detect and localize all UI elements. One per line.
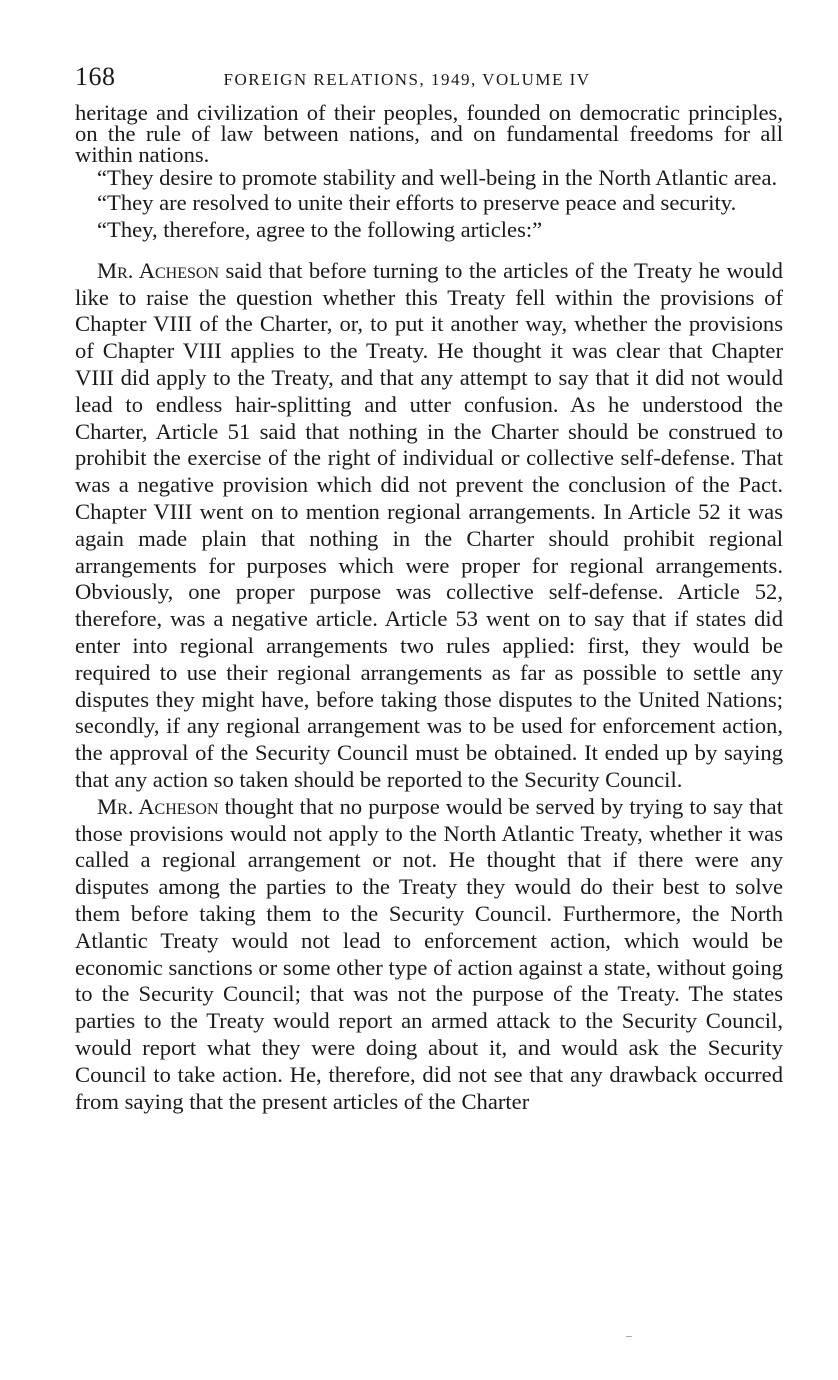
paragraph-text: said that before turning to the articles of the Treaty he would like to raise the question whether this Treaty fell within the provisions of Chapter VIII of the Charter, or, to put it another way, whether the provisions of Chapter VIII applies to the Treaty. He thought it was clear that Chapter VIII did apply to the Treaty, and that any attempt to say that it did not would lead to endless hair-splitting and utter confusion. As he understood the Charter, Article 51 said that nothing in the Charter should be construed to prohibit the exercise of the right of individual or collective self-defense. That was a negative provision which did not prevent the conclusion of the Pact. Chapter VIII went on to mention regional arrangements. In Article 52 it was again made plain that nothing in the Charter should prohibit regional arrangements for purposes which were proper for regional arrangements. Obviously, one proper purpose was collective self-defense. Article 52, therefore, was a negative article. Article 53 went on to say that if states did enter into regional arrangements two rules applied: first, they would be required to use their regional arrangements as far as possible to settle any disputes they might have, before taking those disputes to the United Nations; secondly, if any regional arrangement was to be used for enforcement action, the approval of the Security Council must be obtained. It ended up by saying that any action so taken should be reported to the Security Council. <box>75 257 783 792</box>
body-text <box>75 102 783 1115</box>
paragraph-text: thought that no purpose would be served by trying to say that those provisions would not apply to the North Atlantic Treaty, whether it was called a regional arrangement or not. He thought that if there were any disputes among the parties to the Treaty they would do their best to solve them before taking them to the Security Council. Furthermore, the North Atlantic Treaty would not lead to enforcement action, which would be economic sanctions or some other type of action against a state, without going to the Security Council; that was not the purpose of the Treaty. The states parties to the Treaty would report an armed attack to the Security Council, would report what they were doing about it, and would ask the Security Council to take action. He, therefore, did not see that any drawback occurred from saying that the present articles of the Charter <box>75 793 783 1114</box>
acheson-paragraph-2 <box>75 794 783 1116</box>
quote-paragraph-2: “They desire to promote stability and well-being in the North Atlantic area. <box>97 165 778 190</box>
acheson-paragraph-1 <box>75 258 783 794</box>
scan-mark <box>626 1336 632 1337</box>
quote-paragraph-3: “They are resolved to unite their efforts to preserve peace and security. <box>97 190 737 215</box>
running-head <box>75 62 783 102</box>
page-number: 168 <box>75 62 116 91</box>
speaker-name: Mr. Acheson <box>97 257 220 283</box>
quote-paragraph-4: “They, therefore, agree to the following articles:” <box>97 217 543 242</box>
running-title: FOREIGN RELATIONS, 1949, VOLUME IV <box>223 70 591 89</box>
quote-paragraph-1: heritage and civilization of their peoples, founded on democratic principles, on the rule of law between nations, and on fundamental freedoms for all within nations. <box>75 100 783 167</box>
document-page <box>75 62 783 1115</box>
speaker-name: Mr. Acheson <box>97 793 219 819</box>
